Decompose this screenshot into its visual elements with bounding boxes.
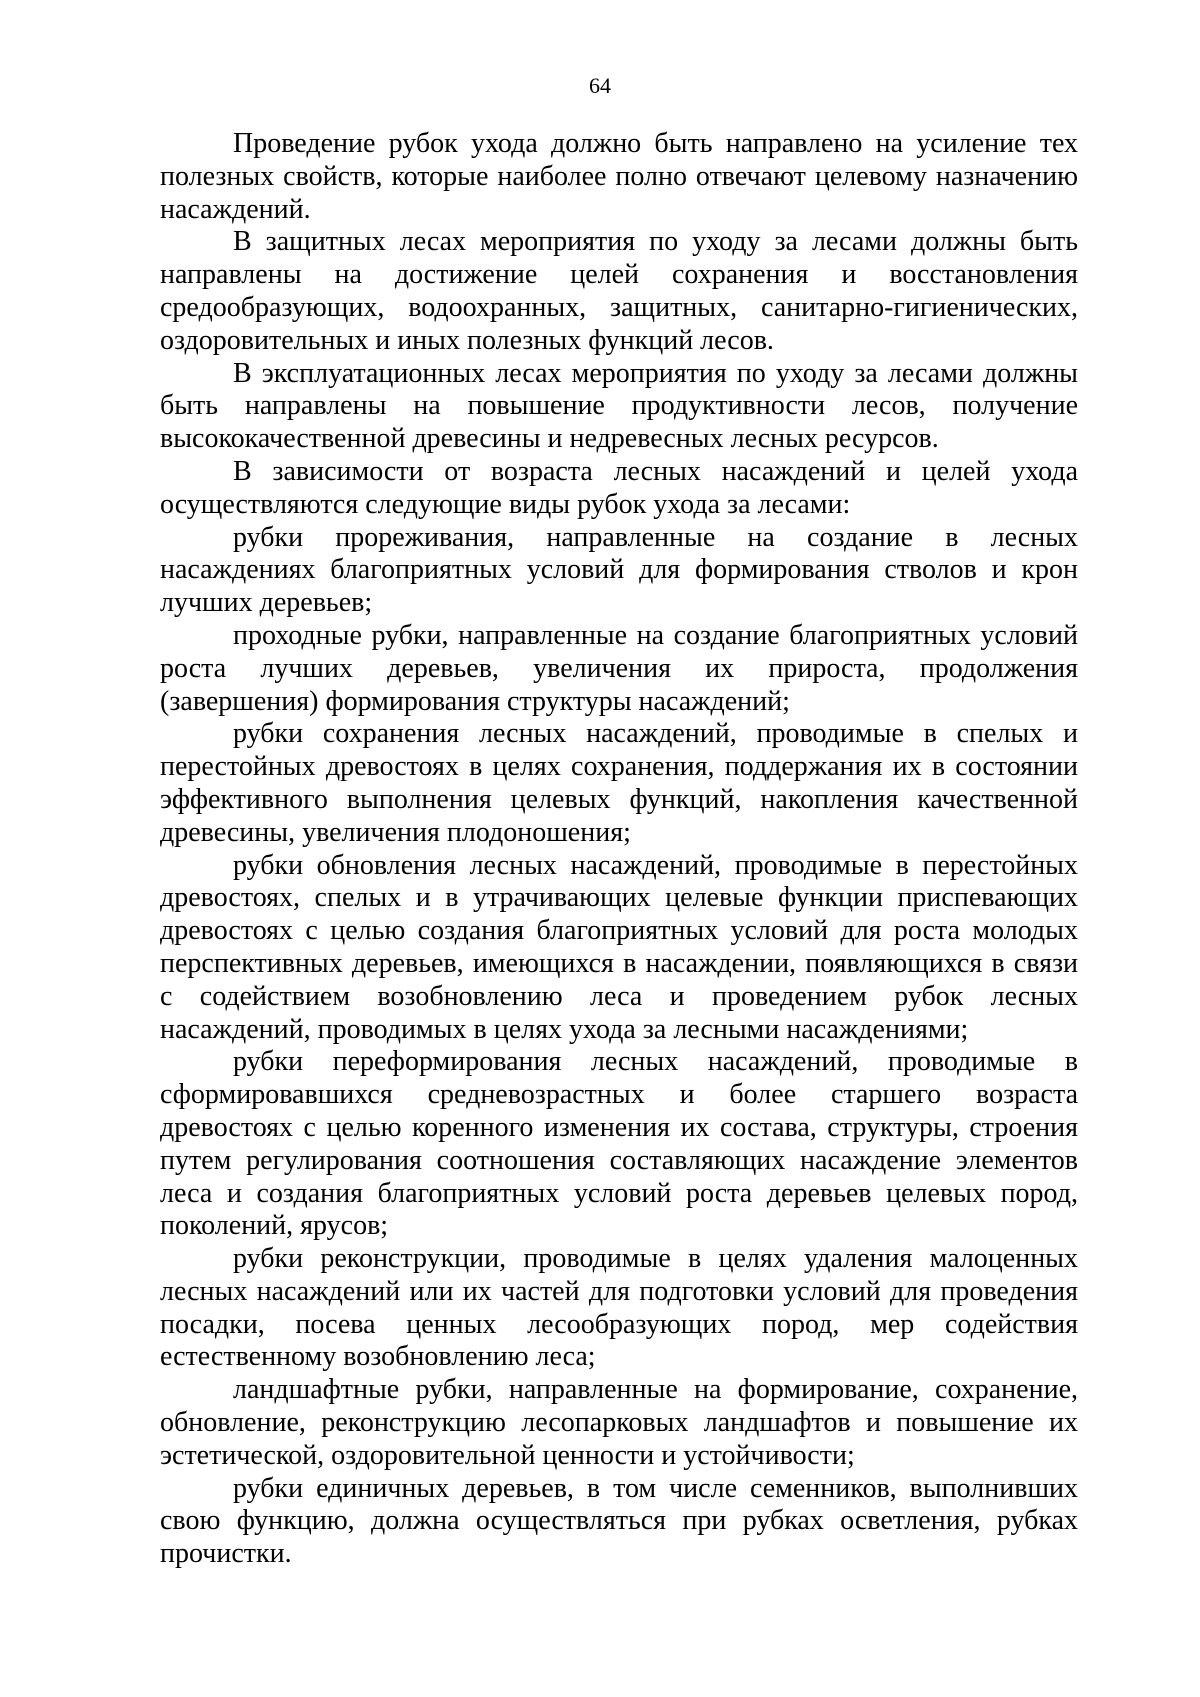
list-item: проходные рубки, направленные на создание благоприятных условий роста лучших деревьев, увеличения их прироста, продолжения (завершения) формирования структуры насаждений; xyxy=(160,619,1078,717)
list-item: рубки переформирования лесных насаждений, проводимые в сформировавшихся средневозрастных и более старшего возраста древостоях с целью коренного изменения их состава, структуры, строения путем регулирования соотношения составляющих насаждение элементов леса и создания благоприятных условий роста деревьев целевых пород, поколений, ярусов; xyxy=(160,1046,1078,1242)
paragraph: В зависимости от возраста лесных насаждений и целей ухода осуществляются следующие виды рубок ухода за лесами: xyxy=(160,455,1078,520)
paragraph: В эксплуатационных лесах мероприятия по уходу за лесами должны быть направлены на повышение продуктивности лесов, получение высококачественной древесины и недревесных лесных ресурсов. xyxy=(160,357,1078,455)
list-item: рубки сохранения лесных насаждений, проводимые в спелых и перестойных древостоях в целях сохранения, поддержания их в состоянии эффективного выполнения целевых функций, накопления качественной древесины, увеличения плодоношения; xyxy=(160,718,1078,848)
list-item: рубки единичных деревьев, в том числе семенников, выполнивших свою функцию, должна осуществляться при рубках осветления, рубках прочистки. xyxy=(160,1472,1078,1570)
list-item: рубки обновления лесных насаждений, проводимые в перестойных древостоях, спелых и в утрачивающих целевые функции приспевающих древостоях с целью создания благоприятных условий для роста молодых перспективных деревьев, имеющихся в насаждении, появляющихся в связи с содействием возобновлению леса и проведением рубок лесных насаждений, проводимых в целях ухода за лесными насаждениями; xyxy=(160,849,1078,1045)
list-item: ландшафтные рубки, направленные на формирование, сохранение, обновление, реконструкцию лесопарковых ландшафтов и повышение их эстетической, оздоровительной ценности и устойчивости; xyxy=(160,1374,1078,1471)
paragraph: Проведение рубок ухода должно быть направлено на усиление тех полезных свойств, которые наиболее полно отвечают целевому назначению насаждений. xyxy=(160,128,1078,225)
page-number: 64 xyxy=(589,73,611,98)
document-body xyxy=(160,128,1078,1571)
list-item: рубки прореживания, направленные на создание в лесных насаждениях благоприятных условий для формирования стволов и крон лучших деревьев; xyxy=(160,521,1078,619)
list-item: рубки реконструкции, проводимые в целях удаления малоценных лесных насаждений или их частей для подготовки условий для проведения посадки, посева ценных лесообразующих пород, мер содействия естественному возобновлению леса; xyxy=(160,1243,1078,1373)
paragraph: В защитных лесах мероприятия по уходу за лесами должны быть направлены на достижение целей сохранения и восстановления средообразующих, водоохранных, защитных, санитарно-гигиенических, оздоровительных и иных полезных функций лесов. xyxy=(160,226,1078,356)
